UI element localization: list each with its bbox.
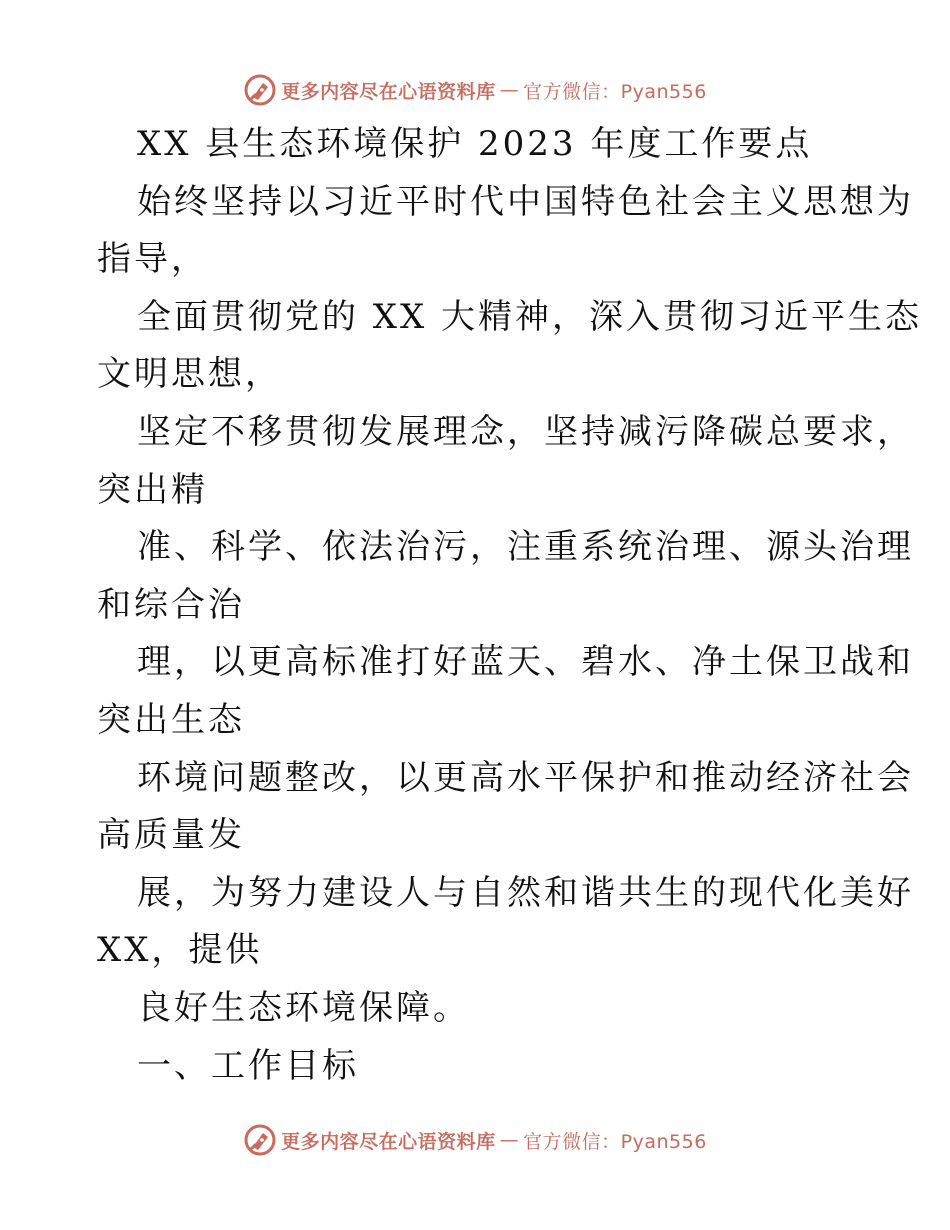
text-line: 突出精	[97, 469, 208, 510]
text-line: 良好生态环境保障。	[137, 987, 470, 1028]
footer-watermark	[0, 1120, 950, 1160]
text-line: 始终坚持以习近平时代中国特色社会主义思想为	[137, 181, 914, 222]
text-line: 和综合治	[97, 584, 245, 625]
text-line: XX，提供	[97, 930, 263, 971]
text-line: 坚定不移贯彻发展理念，坚持减污降碳总要求，	[137, 411, 914, 452]
text-line: 突出生态	[97, 699, 245, 740]
text-line: 准、科学、依法治污，注重系统治理、源头治理	[137, 527, 914, 568]
text-line: 展，为努力建设人与自然和谐共生的现代化美好	[137, 872, 914, 913]
text-line: 指导，	[97, 239, 208, 280]
pen-nib-seal-icon	[243, 1123, 277, 1157]
watermark-wechat-text: 官方微信：Pyan556	[523, 1130, 707, 1153]
text-line: 环境问题整改，以更高水平保护和推动经济社会	[137, 757, 914, 798]
watermark-brand-text: 更多内容尽在心语资料库	[281, 80, 496, 103]
watermark-brand-text: 更多内容尽在心语资料库	[281, 1130, 496, 1153]
pen-nib-seal-icon	[243, 73, 277, 107]
text-line: 高质量发	[97, 815, 245, 856]
header-watermark	[0, 70, 950, 110]
text-line: 文明思想，	[97, 354, 282, 395]
document-body	[97, 116, 923, 1095]
watermark-separator: —	[499, 79, 520, 101]
text-line: 一、工作目标	[137, 1045, 359, 1086]
watermark-separator: —	[499, 1129, 520, 1151]
document-title: XX 县生态环境保护 2023 年度工作要点	[137, 124, 813, 164]
watermark-wechat-text: 官方微信：Pyan556	[523, 80, 707, 103]
text-line: 全面贯彻党的 XX 大精神，深入贯彻习近平生态	[137, 296, 923, 337]
text-line: 理，以更高标准打好蓝天、碧水、净土保卫战和	[137, 642, 914, 683]
